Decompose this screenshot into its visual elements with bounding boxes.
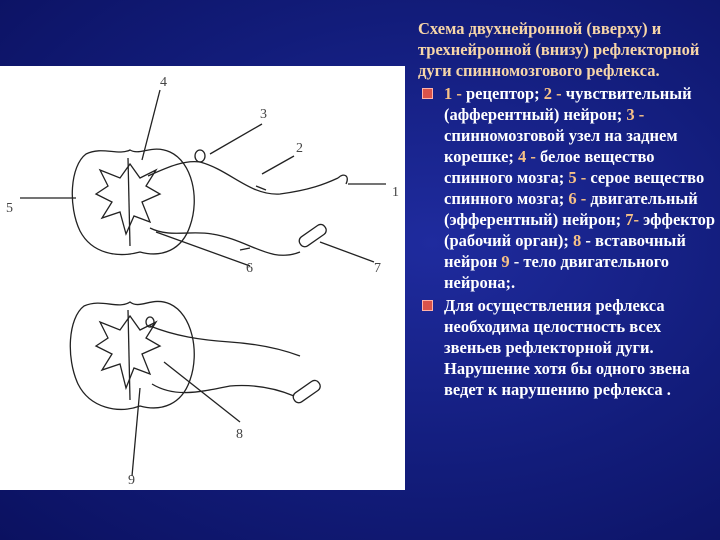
label-1: 1 (392, 185, 399, 200)
square-bullet-icon (422, 300, 433, 311)
legend-segment: Для осуществления рефлекса необходима целостность всех звеньев рефлекторной дуги. Нарушение хотя бы одного звена ведет к нарушению рефлекса . (444, 296, 690, 399)
lower-neuron-paths (150, 326, 322, 405)
legend-item (418, 83, 716, 293)
label-3: 3 (260, 107, 267, 122)
legend-segment: - вставочный нейрон (444, 231, 686, 271)
label-4: 4 (160, 75, 167, 90)
description-panel (418, 18, 716, 402)
legend-segment: двигательный (эфферентный) нейрон; (444, 189, 698, 229)
conclusion-text (444, 296, 690, 399)
label-8: 8 (236, 427, 243, 442)
legend-number: 4 - (518, 147, 541, 166)
legend-segment: эффектор (рабочий орган); (444, 210, 716, 250)
slide-title: Схема двухнейронной (вверху) и трехнейронной (внизу) рефлекторной дуги спинномозгового рефлекса. (418, 19, 700, 80)
legend-number: 6 - (568, 189, 591, 208)
legend-number: 8 (573, 231, 586, 250)
leader-lines (20, 90, 386, 476)
lower-spinal-cord-section (70, 301, 194, 409)
legend-number: 3 - (626, 105, 645, 124)
conclusion-item (418, 295, 716, 400)
label-5: 5 (6, 201, 13, 216)
legend-number: 1 - (444, 84, 466, 103)
label-9: 9 (128, 473, 135, 488)
upper-efferent-neuron (150, 186, 328, 255)
legend-segment: белое вещество спинного мозга; (444, 147, 655, 187)
legend-segment: серое вещество спинного мозга; (444, 168, 705, 208)
reflex-arc-diagram (0, 66, 405, 490)
legend-number: 2 - (543, 84, 566, 103)
legend-number: 7- (625, 210, 644, 229)
legend-number: 5 - (568, 168, 591, 187)
legend-segment: рецептор; (466, 84, 544, 103)
label-6: 6 (246, 261, 253, 276)
legend-segment: спинномозговой узел на заднем корешке; (444, 126, 678, 166)
legend-text (444, 84, 715, 292)
legend-number: 9 (501, 252, 514, 271)
label-7: 7 (374, 261, 381, 276)
square-bullet-icon (422, 88, 433, 99)
legend-segment: - тело двигательного нейрона;. (444, 252, 670, 292)
legend-segment: чувствительный (афферентный) нейрон; (444, 84, 692, 124)
label-2: 2 (296, 141, 303, 156)
